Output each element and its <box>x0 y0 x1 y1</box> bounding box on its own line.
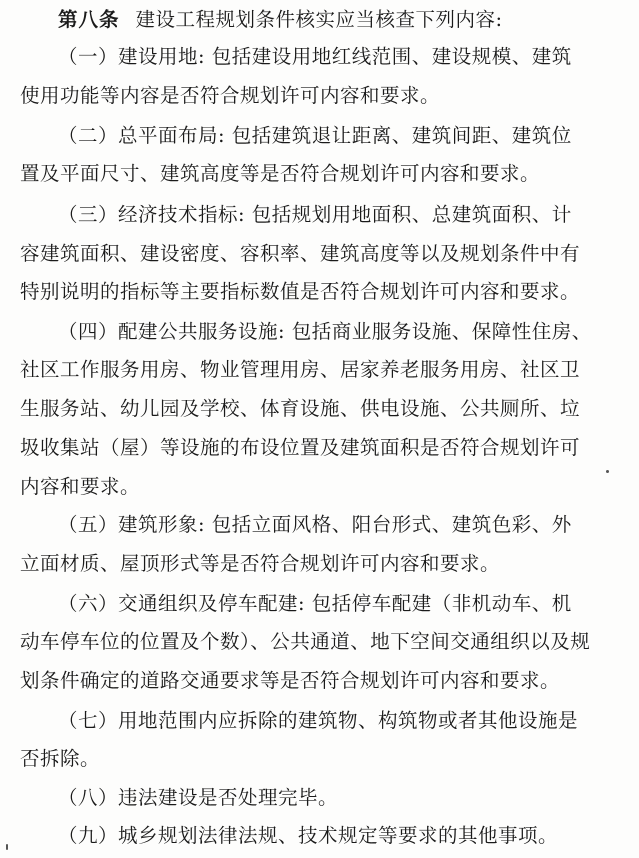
item-4-line-4: 圾收集站（屋）等设施的布设位置及建筑面积是否符合规划许可 <box>20 436 581 459</box>
item-3-line-3: 特别说明的指标等主要指标数值是否符合规划许可内容和要求。 <box>20 280 581 303</box>
item-5-line-2: 立面材质、屋顶形式等是否符合规划许可内容和要求。 <box>20 552 501 575</box>
item-4-line-2: 社区工作服务用房、物业管理用房、居家养老服务用房、社区卫 <box>20 358 581 381</box>
item-3-line-2: 容建筑面积、建设密度、容积率、建筑高度等以及规划条件中有 <box>20 242 581 265</box>
item-6-line-2: 动车停车位的位置及个数）、公共通道、地下空间交通组织以及规 <box>20 630 591 653</box>
item-1-line-2: 使用功能等内容是否符合规划许可内容和要求。 <box>20 84 441 107</box>
item-6-line-3: 划条件确定的道路交通要求等是否符合规划许可内容和要求。 <box>20 669 561 692</box>
item-9-line-1: （九）城乡规划法律法规、技术规定等要求的其他事项。 <box>58 824 559 847</box>
item-2-line-2: 置及平面尺寸、建筑高度等是否符合规划许可内容和要求。 <box>20 162 541 185</box>
item-7-line-2: 否拆除。 <box>20 747 101 770</box>
item-8-line-1: （八）违法建设是否处理完毕。 <box>58 786 339 809</box>
item-2-line-1: （二）总平面布局: 包括建筑退让距离、建筑间距、建筑位 <box>58 124 572 147</box>
item-4-line-1: （四）配建公共服务设施: 包括商业服务设施、保障性住房、 <box>58 320 592 343</box>
item-5-line-1: （五）建筑形象: 包括立面风格、阳台形式、建筑色彩、外 <box>58 513 572 536</box>
item-4-line-5: 内容和要求。 <box>20 475 141 498</box>
article-lead: 建设工程规划条件核实应当核查下列内容: <box>135 8 503 31</box>
scan-speck <box>6 844 8 850</box>
item-7-line-1: （七）用地范围内应拆除的建筑物、构筑物或者其他设施是 <box>58 709 579 732</box>
item-4-line-3: 生服务站、幼儿园及学校、体育设施、供电设施、公共厕所、垃 <box>20 397 581 420</box>
article-heading <box>58 8 503 32</box>
scan-speck <box>606 470 609 473</box>
item-1-line-1: （一）建设用地: 包括建设用地红线范围、建设规模、建筑 <box>58 45 572 68</box>
article-number: 第八条 <box>58 8 120 31</box>
item-6-line-1: （六）交通组织及停车配建: 包括停车配建（非机动车、机 <box>58 592 572 615</box>
item-3-line-1: （三）经济技术指标: 包括规划用地面积、总建筑面积、计 <box>58 203 572 226</box>
